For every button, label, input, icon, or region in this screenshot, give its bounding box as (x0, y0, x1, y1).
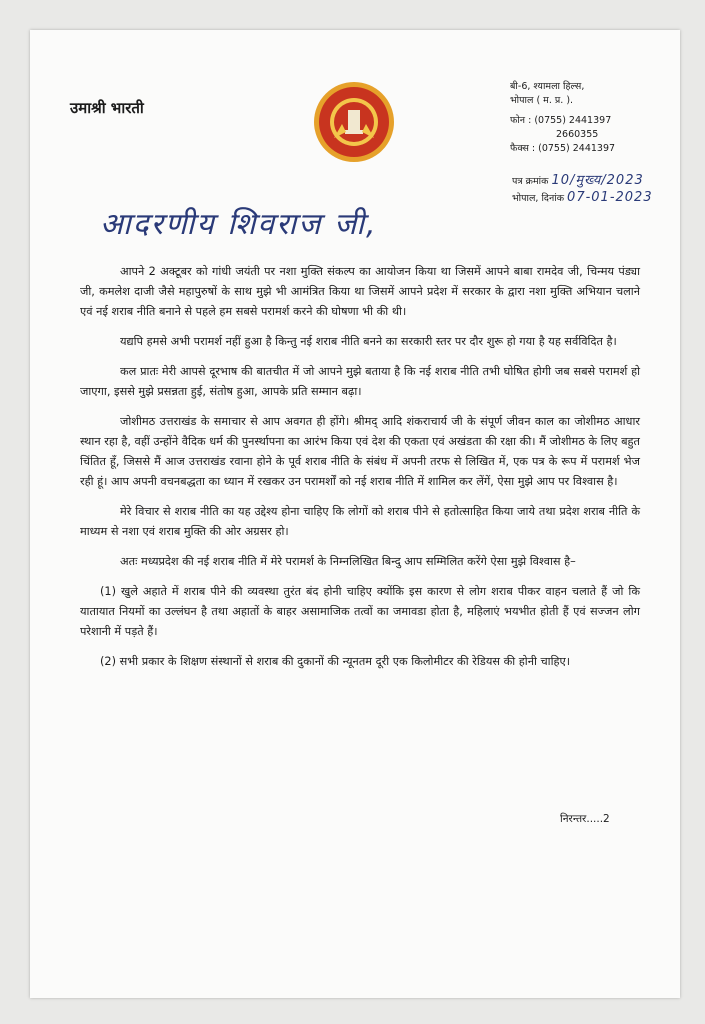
sender-name: उमाश्री भारती (70, 99, 144, 117)
letter-page (30, 30, 680, 998)
paragraph: मेरे विचार से शराब नीति का यह उद्देश्य होना चाहिए कि लोगों को शराब पीने से हतोत्साहित किया जाये तथा प्रदेश शराब नीति के माध्यम से नशा एवं शराब मुक्ति की ओर अग्रसर हो। (80, 505, 640, 538)
date-label: भोपाल, दिनांक (512, 193, 565, 204)
paragraph: कल प्रातः मेरी आपसे दूरभाष की बातचीत में जो आपने मुझे बताया है कि नई शराब नीति तभी घोषित होगी जब सबसे परामर्श हो जाएगा, इससे मुझे प्रसन्नता हुई, संतोष हुआ, आपके प्रति सम्मान बढ़ा। (80, 365, 640, 398)
ref-number: 10/मुख्य/2023 (551, 173, 644, 188)
paragraph: आपने 2 अक्टूबर को गांधी जयंती पर नशा मुक्ति संकल्प का आयोजन किया था जिसमें आपने बाबा रामदेव जी, चिन्मय पंड्या जी, कमलेश दाजी जैसे महापुरुषों के साथ मुझे भी आमंत्रित किया था जिसमें आपने प्रदेश में सरकार के द्वारा नशा मुक्ति अभियान चलाने एवं नई शराब नीति बनाने से पहले हम सबसे परामर्श करने की घोषणा भी की थी। (80, 265, 640, 318)
letter-reference (512, 173, 653, 207)
paragraph: अतः मध्यप्रदेश की नई शराब नीति में मेरे परामर्श के निम्नलिखित बिन्दु आप सम्मिलित करेंगे ऐसा मुझे विश्वास है– (120, 555, 576, 568)
point-2: (2) सभी प्रकार के शिक्षण संस्थानों से शराब की दुकानों की न्यूनतम दूरी एक किलोमीटर की रेडियस की होनी चाहिए। (100, 655, 571, 668)
ref-label: पत्र क्रमांक (512, 176, 549, 187)
continued-marker: निरन्तर.....2 (560, 813, 610, 825)
salutation: आदरणीय शिवराज जी, (100, 207, 378, 242)
phone-value-1: : (0755) 2441397 (528, 115, 612, 126)
phone-value-2: 2660355 (556, 129, 599, 140)
fax-label: फैक्स (510, 143, 529, 154)
address-line-2: भोपाल ( म. प्र. ). (510, 95, 574, 106)
letter-body (80, 262, 640, 682)
address-line-1: बी-6, श्यामला हिल्स, (510, 81, 585, 92)
state-emblem-icon (312, 80, 396, 164)
phone-label: फोन (510, 115, 526, 126)
sender-address (510, 80, 615, 156)
paragraph: यद्यपि हमसे अभी परामर्श नहीं हुआ है किन्तु नई शराब नीति बनने का सरकारी स्तर पर दौर शुरू हो गया है यह सर्वविदित है। (120, 335, 617, 348)
fax-value: : (0755) 2441397 (531, 143, 616, 154)
paragraph: जोशीमठ उत्तराखंड के समाचार से आप अवगत ही होंगे। श्रीमद् आदि शंकराचार्य जी के संपूर्ण जीवन काल का जोशीमठ आधार स्थान रहा है, वहीं उन्होंने वैदिक धर्म की पुनर्स्थापना का आरंभ किया एवं देश की एकता एवं अखंडता की रक्षा की। मैं जोशीमठ के लिए बहुत चिंतित हूँ, जिससे मैं आज उत्तराखंड रवाना होने के पूर्व शराब नीति के संबंध में अपनी तरफ से लिखित में, एक पत्र के रूप में परामर्श भेज रही हूं। आप अपनी वचनबद्धता का ध्यान में रखकर उन परामर्शों को नई शराब नीति में शामिल कर लेंगें, ऐसा मुझे आप पर विश्वास है। (80, 415, 640, 488)
letter-date: 07-01-2023 (567, 190, 653, 205)
point-1: (1) खुले अहाते में शराब पीने की व्यवस्था तुरंत बंद होनी चाहिए क्योंकि इस कारण से लोग शराब पीकर वाहन चलाते हैं जो कि यातायात नियमों का उल्लंघन है तथा अहातों के बाहर असामाजिक तत्वों का जमावडा होता है, महिलाएं भयभीत होती हैं एवं सज्जन लोग परेशानी में पड़ते हैं। (80, 585, 640, 638)
